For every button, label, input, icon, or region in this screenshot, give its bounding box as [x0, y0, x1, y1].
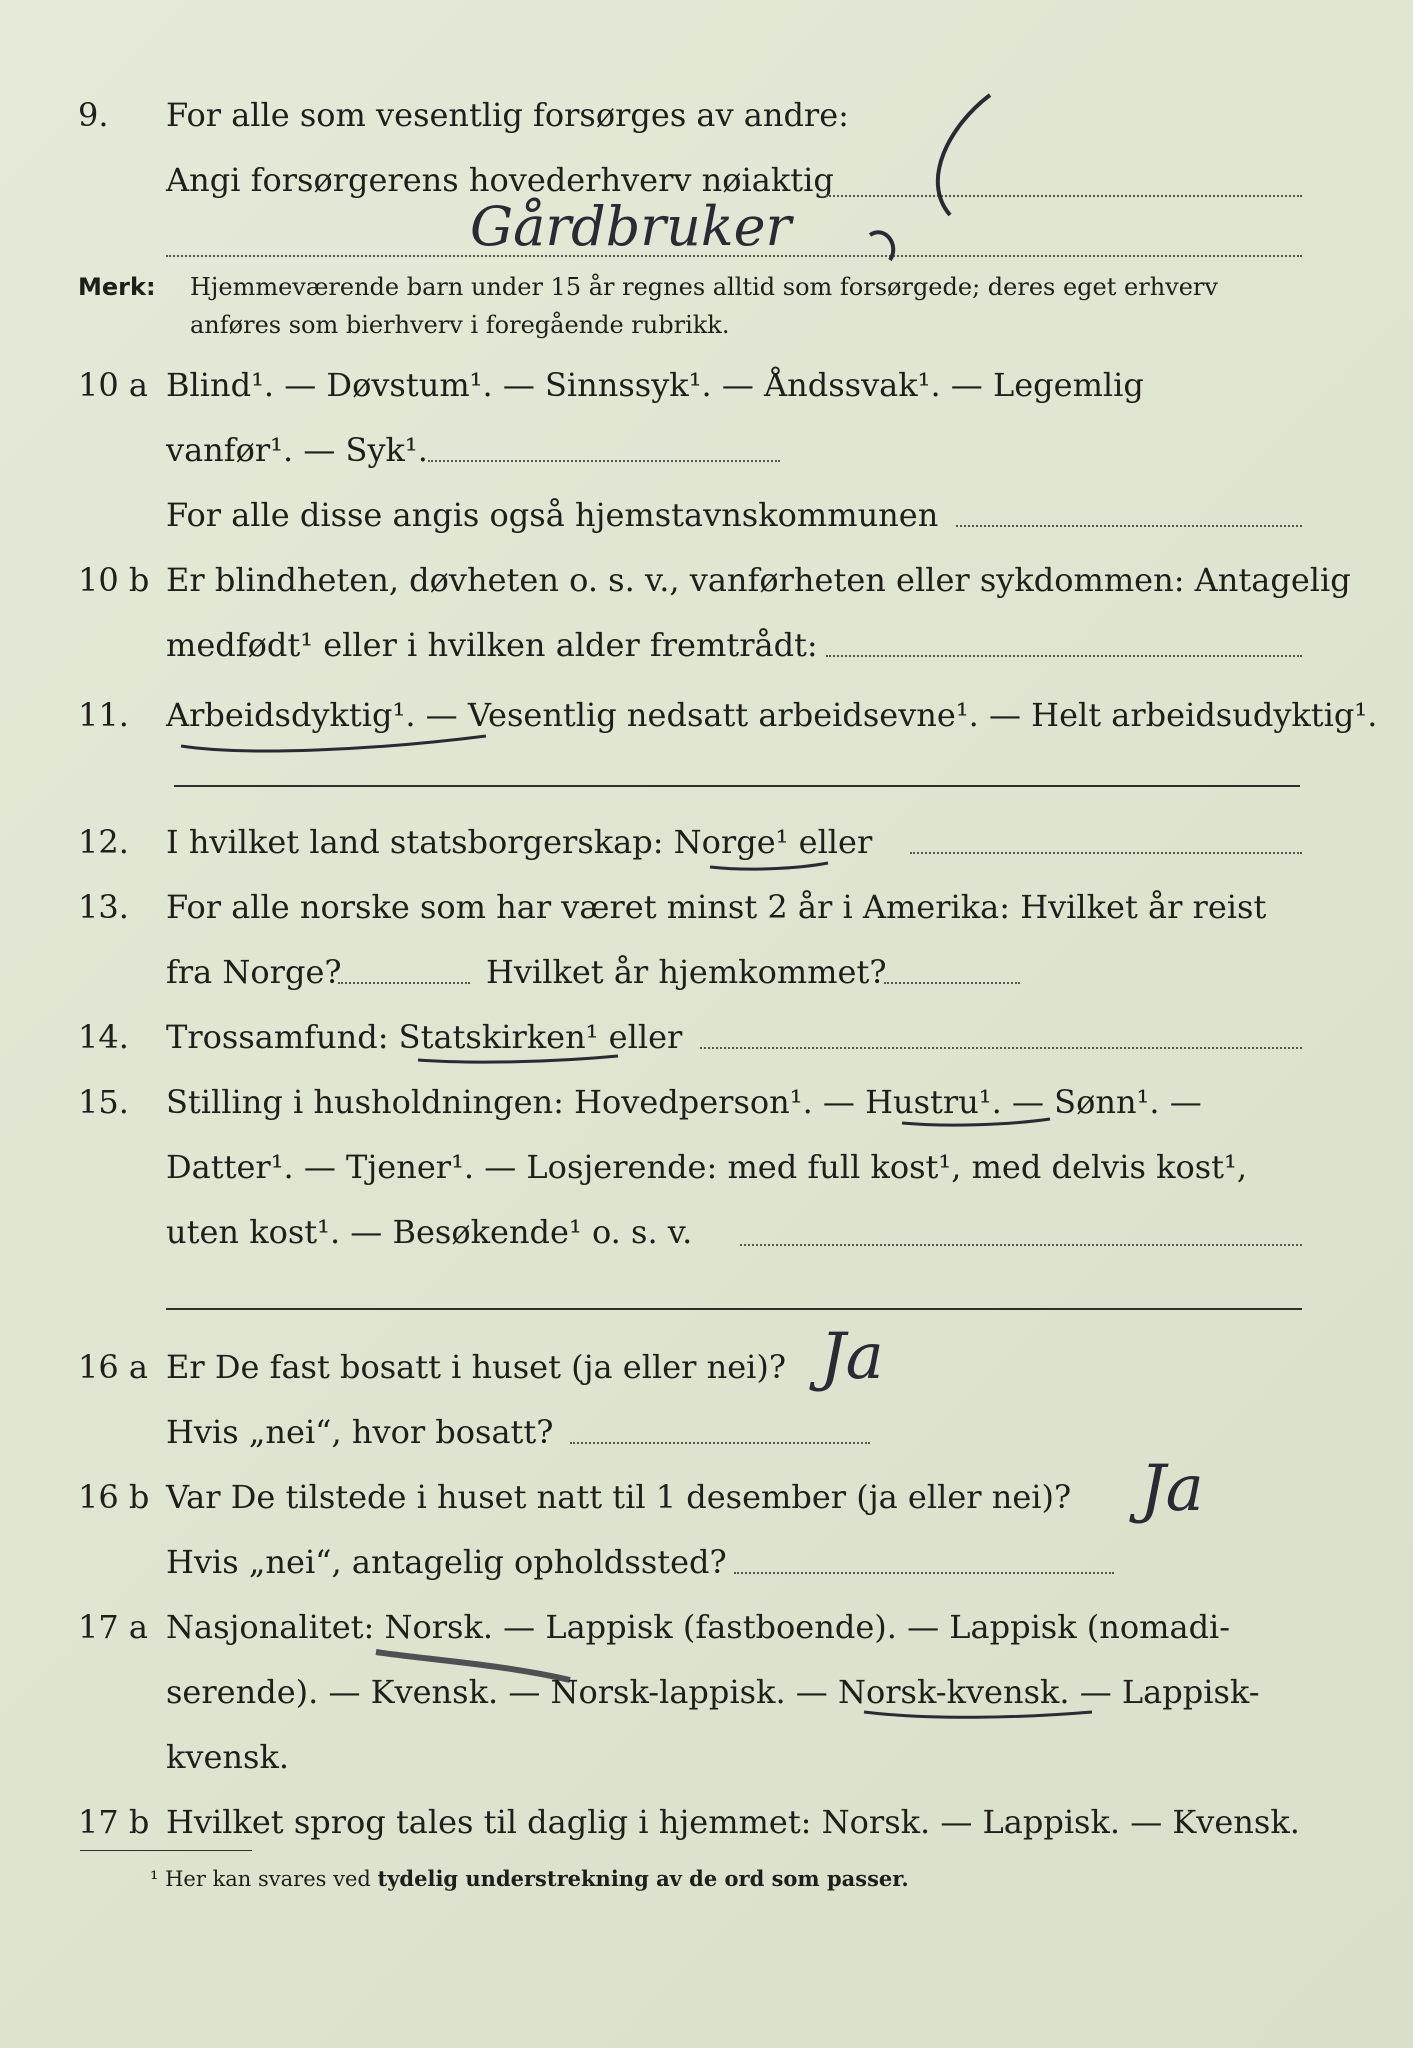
footnote-rule [80, 1850, 252, 1851]
q13-text-2b: Hvilket år hjemkommet? [486, 953, 887, 991]
q15-text-1: Stilling i husholdningen: Hovedperson¹. — Hustru¹. — Sønn¹. — [166, 1083, 1202, 1121]
q10a-text-2: vanfør¹. — Syk¹. [166, 431, 428, 469]
q16a-text-1: Er De fast bosatt i huset (ja eller nei)? [166, 1348, 787, 1386]
q16b-text-2: Hvis „nei“, antagelig opholdssted? [166, 1543, 727, 1581]
q11-handwritten-underline [176, 728, 496, 758]
q16a-text-2: Hvis „nei“, hvor bosatt? [166, 1413, 554, 1451]
q9-handwritten-answer: Gårdbruker [470, 195, 792, 258]
q10a-text-3: For alle disse angis også hjemstavnskommunen [166, 496, 939, 534]
q13-row-2 [0, 942, 1413, 1002]
q9-number: 9. [78, 96, 109, 134]
q10a-row-3 [0, 485, 1413, 545]
q16a-handwritten-answer: Ja [820, 1320, 884, 1394]
q10a-fill-hjemstavn[interactable] [956, 525, 1302, 527]
q15-row-2 [0, 1137, 1413, 1197]
q13-row-1 [0, 877, 1413, 937]
q11-number: 11. [78, 696, 129, 734]
q11-text-1: Arbeidsdyktig¹. — Vesentlig nedsatt arbeidsevne¹. — Helt arbeidsudyktig¹. [166, 696, 1378, 734]
q9-text-1: For alle som vesentlig forsørges av andre: [166, 96, 849, 134]
footnote [150, 1866, 909, 1891]
footnote-bold: tydelig understrekning av de ord som passer. [377, 1866, 909, 1891]
q11-rule [174, 785, 1300, 787]
q17a-handwritten-underline [860, 1704, 1100, 1724]
q17b-row-1 [0, 1792, 1413, 1852]
q15-row-1 [0, 1072, 1413, 1132]
q15-handwritten-underline [898, 1113, 1058, 1133]
q17a-text-2: serende). — Kvensk. — Norsk-lappisk. — Norsk-kvensk. — Lappisk- [166, 1673, 1260, 1711]
footnote-mark: ¹ [150, 1867, 159, 1891]
q14-fill[interactable] [700, 1047, 1302, 1049]
q17a-row-2 [0, 1662, 1413, 1722]
q13-text-1: For alle norske som har været minst 2 år i Amerika: Hvilket år reist [166, 888, 1267, 926]
q16a-fill[interactable] [570, 1442, 870, 1444]
q17a-text-3: kvensk. [166, 1738, 289, 1776]
q10b-row-2 [0, 615, 1413, 675]
q17b-number: 17 b [78, 1803, 150, 1841]
q17a-row-3 [0, 1727, 1413, 1787]
q15-fill[interactable] [740, 1244, 1302, 1246]
q15-rule [166, 1308, 1302, 1310]
q15-text-2: Datter¹. — Tjener¹. — Losjerende: med full kost¹, med delvis kost¹, [166, 1148, 1248, 1186]
q12-text-1: I hvilket land statsborgerskap: Norge¹ eller [166, 823, 873, 861]
q17a-text-1: Nasjonalitet: Norsk. — Lappisk (fastboende). — Lappisk (nomadi- [166, 1608, 1231, 1646]
q10b-fill[interactable] [826, 655, 1302, 657]
merk-text: Hjemmeværende barn under 15 år regnes alltid som forsørgede; deres eget erhverv anføres som bierhverv i foregående rubrikk. [190, 273, 1218, 339]
q16b-handwritten-answer: Ja [1140, 1452, 1204, 1526]
q16b-number: 16 b [78, 1478, 150, 1516]
q15-number: 15. [78, 1083, 129, 1121]
q16b-fill[interactable] [734, 1572, 1114, 1574]
q9-handwritten-strokes [840, 85, 1040, 265]
q13-text-2a: fra Norge? [166, 953, 342, 991]
q15-text-3: uten kost¹. — Besøkende¹ o. s. v. [166, 1213, 693, 1251]
q10b-text-2: medfødt¹ eller i hvilken alder fremtrådt: [166, 626, 818, 664]
footnote-plain: Her kan svares ved [165, 1867, 371, 1891]
q17a-number: 17 a [78, 1608, 148, 1646]
q15-row-3 [0, 1202, 1413, 1262]
q10a-number: 10 a [78, 366, 148, 404]
q10b-number: 10 b [78, 561, 150, 599]
q10a-fill-syk[interactable] [428, 460, 780, 462]
q14-row-1 [0, 1007, 1413, 1067]
q16a-row-1 [0, 1337, 1413, 1397]
q10a-text-1: Blind¹. — Døvstum¹. — Sinnssyk¹. — Åndssvak¹. — Legemlig [166, 366, 1144, 404]
q16b-text-1: Var De tilstede i huset natt til 1 desember (ja eller nei)? [166, 1478, 1072, 1516]
q17b-text-1: Hvilket sprog tales til daglig i hjemmet: Norsk. — Lappisk. — Kvensk. [166, 1803, 1300, 1841]
q14-handwritten-underline [414, 1050, 624, 1070]
q16b-row-2 [0, 1532, 1413, 1592]
q13-fill-hjemkommet[interactable] [884, 982, 1020, 984]
q9-text-2: Angi forsørgerens hovederhverv nøiaktig [166, 161, 834, 199]
q9-row-1 [0, 85, 1413, 145]
q10b-row-1 [0, 550, 1413, 610]
q12-number: 12. [78, 823, 129, 861]
q10b-text-1: Er blindheten, døvheten o. s. v., vanførheten eller sykdommen: Antagelig [166, 561, 1351, 599]
q12-fill[interactable] [910, 852, 1302, 854]
q10a-row-1 [0, 355, 1413, 415]
merk-label: Merk: [78, 273, 156, 301]
q10a-row-2 [0, 420, 1413, 480]
q14-number: 14. [78, 1018, 129, 1056]
q14-text-1: Trossamfund: Statskirken¹ eller [166, 1018, 683, 1056]
q13-fill-reist[interactable] [338, 982, 470, 984]
q12-handwritten-underline [706, 855, 836, 875]
q17a-row-1 [0, 1597, 1413, 1657]
q13-number: 13. [78, 888, 129, 926]
q16a-number: 16 a [78, 1348, 148, 1386]
